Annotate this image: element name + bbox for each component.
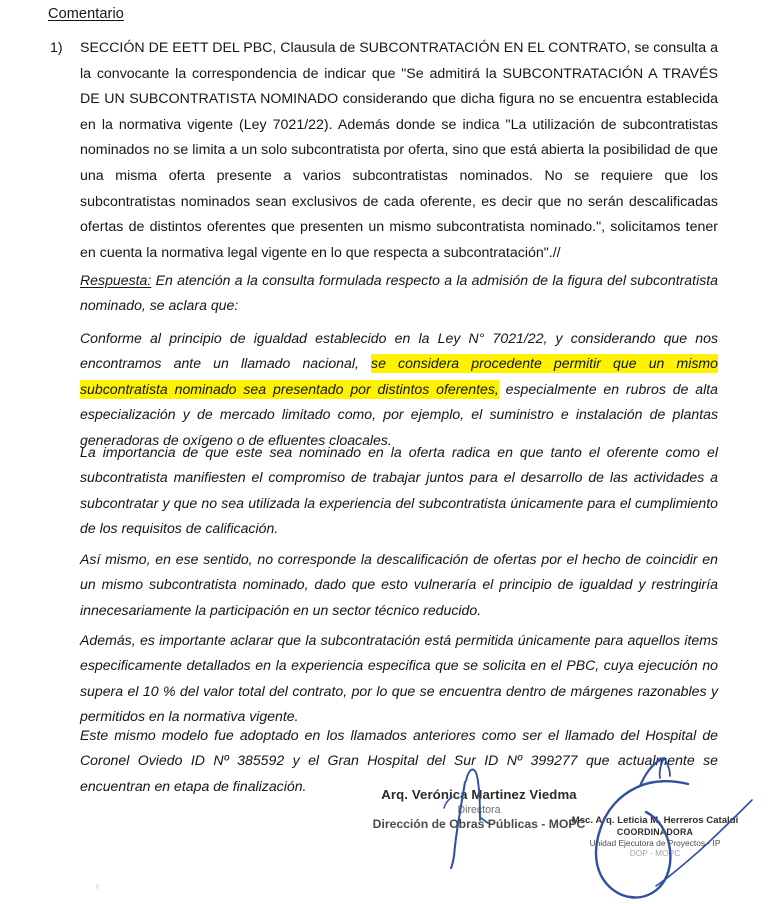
page-title: Comentario: [48, 6, 124, 22]
respuesta-label: Respuesta:: [80, 272, 152, 288]
question-text: SECCIÓN DE EETT DEL PBC, Clausula de SUBCONTRATACIÓN EN EL CONTRATO, se consulta a la convocante la correspondencia de indicar que "Se admitirá la SUBCONTRATACIÓN A TRAVÉS DE UN SUBCONTRATISTA NOMINADO considerando que dicha figura no se encuentra establecida en la normativa vigente (Ley 7021/22). Además donde se indica "La utilización de subcontratistas nominados no se limita a un solo subcontratista por oferta, sino que está abierta la posibilidad de que una misma oferta presente a varios subcontratistas nominados. No se requiere que los subcontratistas nominados sean exclusivos de cada oferente, es decir que no serán descalificadas ofertas de distintos oferentes que presenten un mismo subcontratista nominado.", solicitamos tener en cuenta la normativa legal vigente en lo que respecta a subcontratación".//: [80, 40, 718, 261]
highlighted-text: se considera procedente permitir que un mismo subcontratista nominado sea presentado por distintos oferentes,: [80, 355, 718, 397]
signature-block: [0, 780, 770, 904]
signature-right-role: COORDINADORA: [616, 826, 694, 837]
signature-left-role: Directora: [457, 804, 501, 816]
paragraph-modelo: Este mismo modelo fue adoptado en los llamados anteriores como ser el llamado del Hospital de Coronel Oviedo ID Nº 385592 y el Gran Hospital del Sur ID Nº 399277 que actualmente se encuentran en etapa de finalización.: [80, 727, 718, 794]
paragraph-importancia: La importancia de que este sea nominado en la oferta radica en que tanto el oferente como el subcontratista manifiesten el compromiso de trabajar juntos para el desarrollo de las actividades a subcontratar y que no sea utilizada la experiencia del subcontratista únicamente para el cumplimiento de los requisitos de calificación.: [80, 444, 718, 537]
paragraph-conformidad: [80, 326, 718, 453]
signature-left-unit: Dirección de Obras Públicas - MOPC: [372, 817, 586, 831]
scan-artifact: [96, 884, 99, 889]
conformidad-before-highlight: Conforme al principio de igualdad establecido en la Ley N° 7021/22, y considerando que nos encontramos ante un llamado nacional,: [80, 330, 718, 372]
respuesta-lead-text: En atención a la consulta formulada respecto a la admisión de la figura del subcontratista nominado, se aclara que:: [80, 272, 718, 314]
signature-right-name: Msc. Arq. Leticia M. Herreros Cataldi: [571, 815, 739, 826]
conformidad-after-highlight: especialmente en rubros de alta especialización y de mercado limitado como, por ejemplo, el suministro e instalación de plantas generadoras de oxígeno o de efluentes cloacales.: [80, 380, 718, 448]
signature-right-unit: Unidad Ejecutora de Proyectos - IP: [589, 837, 721, 848]
signature-right-unit-second-line: DOP - MOPC: [629, 848, 681, 859]
signature-right: [548, 815, 762, 859]
list-marker: 1): [50, 40, 63, 56]
paragraph-asimismo: Así mismo, en ese sentido, no corresponde la descalificación de ofertas por el hecho de coincidir en un mismo subcontratista nominado, dado que esto vulneraría el principio de igualdad y restringiría innecesariamente la participación en un sector técnico reducido.: [80, 551, 718, 618]
paragraph-ademas: Además, es importante aclarar que la subcontratación está permitida únicamente para aquellos items especificamente detallados en la experiencia especifica que se solicita en el PBC, cuya ejecución no supera el 10 % del valor total del contrato, por lo que se encuentra dentro de márgenes razonables y permitidos en la normativa vigente.: [80, 632, 718, 725]
signature-left-name: Arq. Verónica Martinez Viedma: [381, 787, 577, 802]
numbered-item-1: [50, 36, 718, 266]
answer-lead-paragraph: [80, 268, 718, 319]
